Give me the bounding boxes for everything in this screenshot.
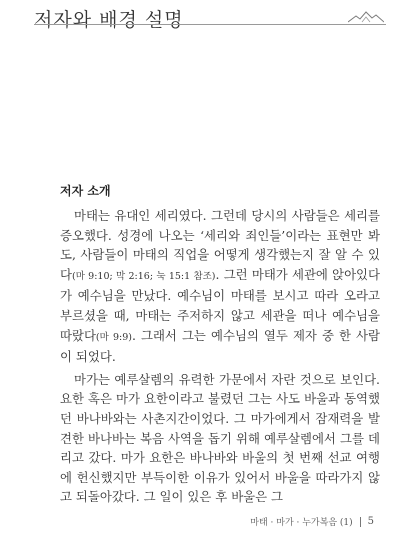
chapter-title: 저자와 배경 설명 [34, 9, 184, 31]
scripture-reference: (마 9:9) [95, 331, 132, 343]
text-run: 마가는 예루살렘의 유력한 가문에서 자란 것으로 보인다. 요한 혹은 마가 요한이라고 불렸던 그는 사도 바울과 동역했던 바나바와는 사촌지간이었다. 그 마가에게서 잠재력을 발견한 바나바는 복음 사역을 돕기 위해 예루살렘에서 그를 데리고 갔다. 마가 요한은 바나바와 바울의 첫 번째 선교 여행에 헌신했지만 부득이한 이유가 있어서 바울을 따라가지 않고 되돌아갔다. 그 일이 있은 후 바울은 그 [60, 371, 380, 505]
scripture-reference: (마 9:10; 막 2:16; 눅 15:1 참조) [71, 270, 216, 282]
paragraph-mark [60, 370, 380, 507]
body-text [60, 206, 380, 510]
footer-divider [360, 517, 361, 527]
text-run: . 그래서 그는 예수님의 열두 제자 중 한 사람이 되었다. [60, 327, 380, 365]
paragraph-matthew [60, 206, 380, 367]
text-run: 마태는 유대인 세리였다. 그런데 당시의 사람들은 세리를 증오했다. 성경에 나오는 ‘세리와 죄인들’이라는 표현만 봐도, 사람들이 마태의 직업을 어떻게 생각했는지 잘 알 수 있다 [60, 208, 380, 282]
text-run: . 그런 마태가 세관에 앉아있다가 예수님을 만났다. 예수님이 마태를 보시고 따라 오라고 부르셨을 때, 마태는 주저하지 않고 세관을 떠나 예수님을 따랐다 [60, 266, 381, 343]
mountain-ornament-icon [348, 10, 384, 24]
header-rule [34, 24, 386, 25]
section-heading: 저자 소개 [60, 184, 111, 198]
page-footer [250, 515, 374, 528]
page-number: 5 [367, 516, 374, 527]
running-book-title: 마태 · 마가 · 누가복음 (1) [250, 518, 353, 528]
